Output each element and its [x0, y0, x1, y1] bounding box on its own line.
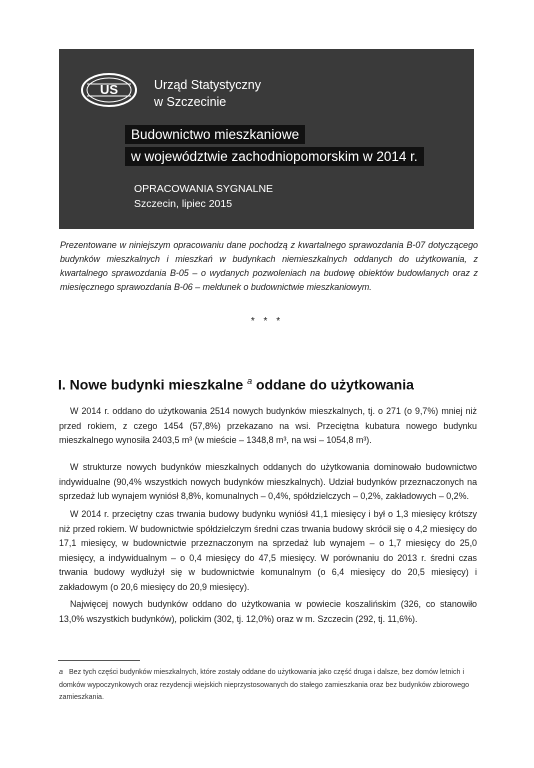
separator-asterisks: * * *	[250, 316, 284, 327]
footnote	[59, 666, 479, 704]
document-title-line-2: w województwie zachodniopomorskim w 2014 r.	[125, 147, 424, 166]
footnote-divider	[58, 660, 140, 661]
header-banner	[59, 49, 474, 229]
series-name: OPRACOWANIA SYGNALNE	[134, 183, 274, 195]
paragraph-2: W strukturze nowych budynków mieszkalnych oddanych do użytkowania dominowało budownictwo indywidualne (90,4% wszystkich nowych budynków mieszkalnych). Udział budynków przeznaczonych na sprzedaż lub wynajem wyniósł 8,8%, komunalnych – 0,4%, spółdzielczych – 0,2%, zakładowych – 0,2%.	[59, 462, 477, 501]
us-logo-icon	[81, 73, 137, 107]
footnote-text: Bez tych części budynków mieszkalnych, które zostały oddane do użytkowania jako część druga i dalsze, bez domów letnich i domków wypoczynkowych oraz rezydencji wiejskich nieprzystosowanych do stałego zamieszkania oraz bez budynków zbiorowego zamieszkania.	[59, 668, 470, 701]
section-heading	[58, 376, 414, 393]
section-title-pre: I. Nowe budynki mieszkalne	[58, 376, 244, 393]
paragraph-1: W 2014 r. oddano do użytkowania 2514 nowych budynków mieszkalnych, tj. o 271 (o 9,7%) mniej niż przed rokiem, z czego 1454 (57,8%) przekazano na wsi. Przeciętna kubatura nowego budynku mieszkalnego wynosiła 2403,5 m³ (w mieście – 1348,8 m³, na wsi – 1054,8 m³).	[59, 406, 477, 445]
lead-paragraph: Prezentowane w niniejszym opracowaniu dane pochodzą z kwartalnego sprawozdania B-07 dotyczącego budynków mieszkalnych i mieszkań w budynkach niemieszkalnych oddanych do użytkowania, z kwartalnego sprawozdania B-05 – o wydanych pozwoleniach na budowę obiektów budowlanych oraz z miesięcznego sprawozdania B-06 – meldunek o budownictwie mieszkaniowym.	[60, 240, 478, 292]
org-line-1: Urząd Statystyczny	[154, 78, 261, 92]
footnote-marker: a	[247, 376, 253, 386]
series-info	[134, 182, 273, 212]
org-line-2: w Szczecinie	[154, 95, 227, 109]
paragraph-4: Najwięcej nowych budynków oddano do użytkowania w powiecie koszalińskim (326, co stanowiło 13,0% wszystkich budynków), polickim (302, tj. 12,0%) oraz w m. Szczecin (292, tj. 11,6%).	[59, 599, 477, 624]
organization-name	[154, 77, 261, 111]
paragraph-3: W 2014 r. przeciętny czas trwania budowy budynku wyniósł 41,1 miesięcy i był o 1,3 miesięcy krótszy niż przed rokiem. W budownictwie spółdzielczym średni czas trwania budowy skrócił się o 4,2 miesięcy do 17,1 miesięcy, w budownictwie przeznaczonym na sprzedaż lub wynajem – o 1,7 miesięcy do 25,0 miesięcy, a indywidualnym – o 0,4 miesięcy do 47,5 miesięcy. W porównaniu do 2013 r. średni czas trwania budowy wydłużył się w budownictwie komunalnym (o 6,4 miesięcy do 20,5 miesięcy) i zakładowym (o 20,6 miesięcy do 20,9 miesięcy).	[59, 509, 477, 592]
logo-text: US	[99, 82, 119, 97]
section-title-post: oddane do użytkowania	[252, 376, 414, 393]
footnote-mark: a	[59, 668, 63, 676]
document-title-line-1: Budownictwo mieszkaniowe	[125, 125, 305, 144]
place-date: Szczecin, lipiec 2015	[134, 198, 233, 210]
